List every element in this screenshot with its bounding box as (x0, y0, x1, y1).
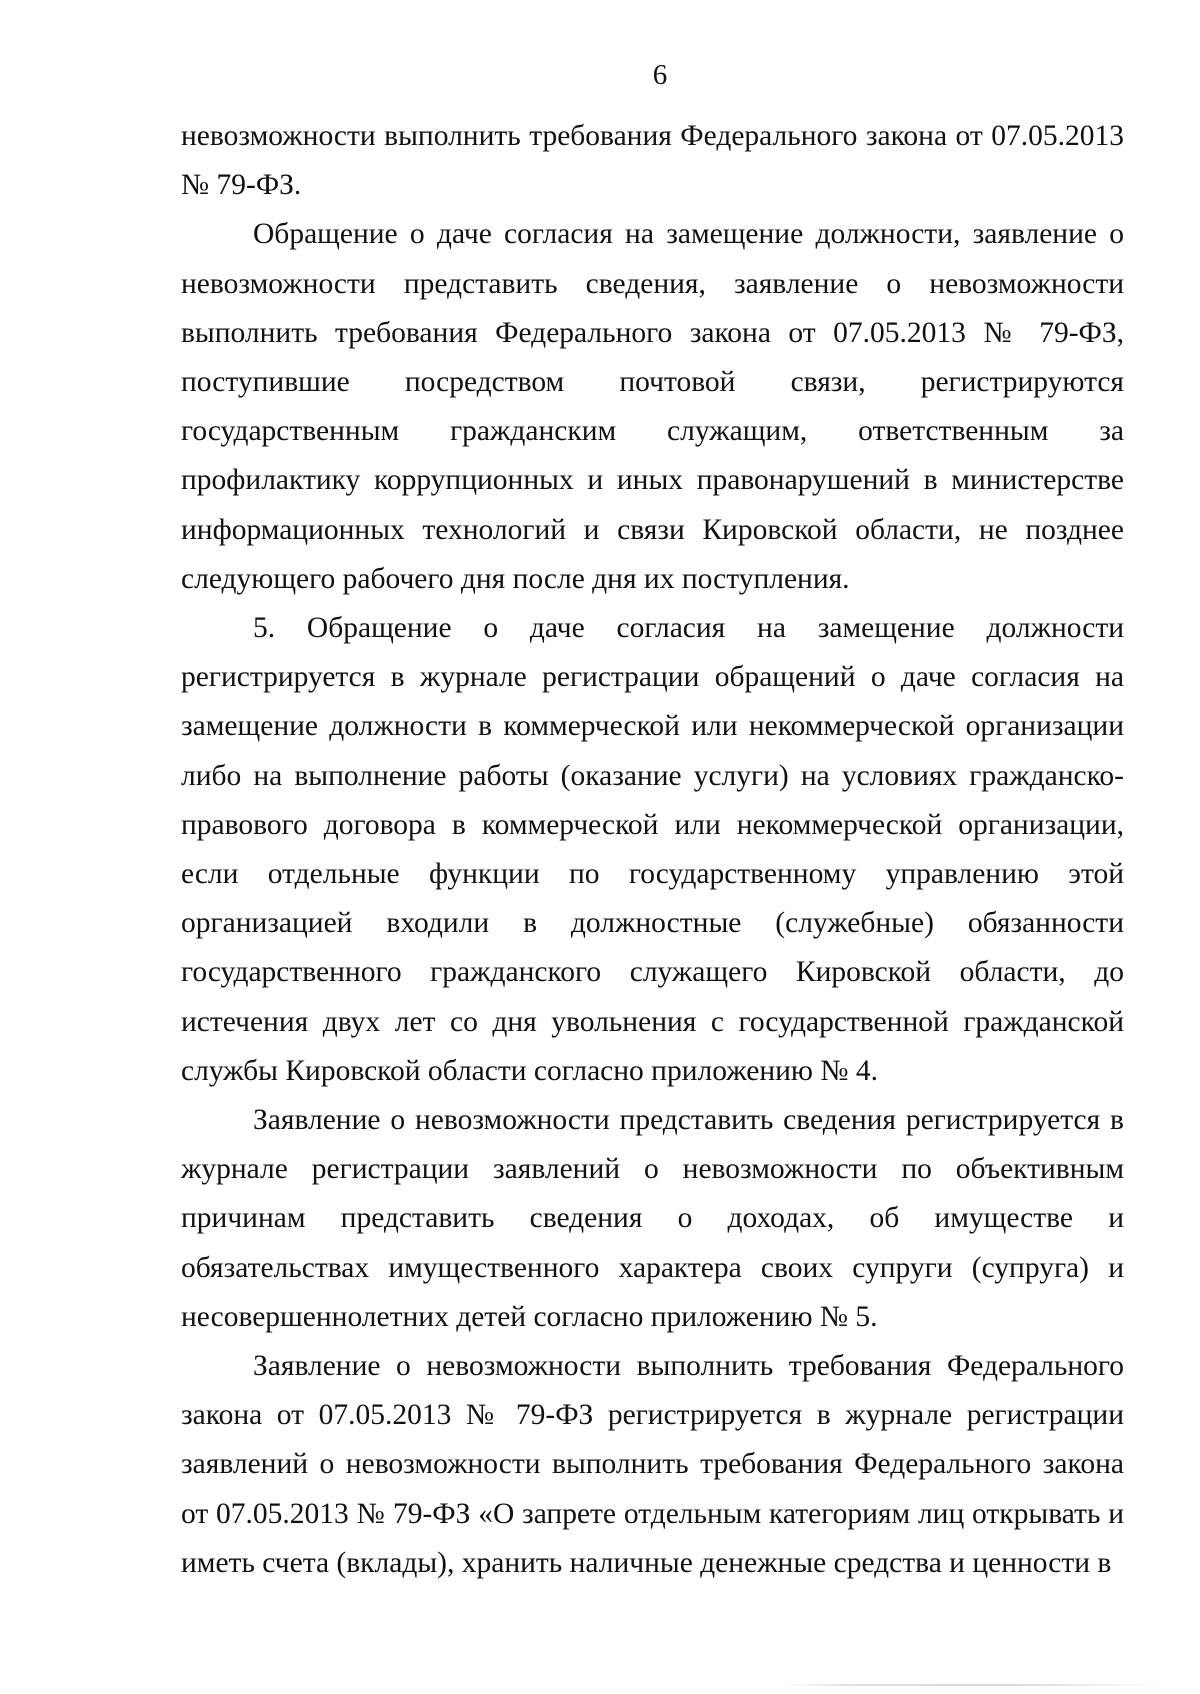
paragraph-item-5: 5. Обращение о даче согласия на замещение должности регистрируется в журнале регистрации обращений о даче согласия на замещение должности в коммерческой или некоммерческой организации либо на выполнение работы (оказание услуги) на условиях гражданско-правового договора в коммерческой или некоммерческой организации, если отдельные функции по государственному управлению этой организацией входили в должностные (служебные) обязанности государственного гражданского служащего Кировской области, до истечения двух лет со дня увольнения с государственной гражданской службы Кировской области согласно приложению № 4. (181, 612, 1124, 1087)
scan-edge-mark (780, 1684, 1160, 1686)
paragraph-statement-federal-law: Заявление о невозможности выполнить требования Федерального закона от 07.05.2013 № 79-ФЗ регистрируется в журнале регистрации заявлений о невозможности выполнить требования Федерального закона от 07.05.2013 № 79-ФЗ «О запрете отдельным категориям лиц открывать и иметь счета (вклады), хранить наличные денежные средства и ценности в (181, 1350, 1124, 1579)
document-body (181, 112, 1124, 1588)
page-number: 6 (652, 59, 668, 91)
paragraph-continuation: невозможности выполнить требования Федерального закона от 07.05.2013 № 79-ФЗ. (181, 120, 1124, 202)
paragraph-postal-registration: Обращение о даче согласия на замещение должности, заявление о невозможности представить сведения, заявление о невозможности выполнить требования Федерального закона от 07.05.2013 № 79-ФЗ, поступившие посредством почтовой связи, регистрируются государственным гражданским служащим, ответственным за профилактику коррупционных и иных правонарушений в министерстве информационных технологий и связи Кировской области, не позднее следующего рабочего дня после дня их поступления. (181, 218, 1124, 595)
paragraph-statement-information: Заявление о невозможности представить сведения регистрируется в журнале регистрации заявлений о невозможности по объективным причинам представить сведения о доходах, об имуществе и обязательствах имущественного характера своих супруги (супруга) и несовершеннолетних детей согласно приложению № 5. (181, 1104, 1124, 1333)
